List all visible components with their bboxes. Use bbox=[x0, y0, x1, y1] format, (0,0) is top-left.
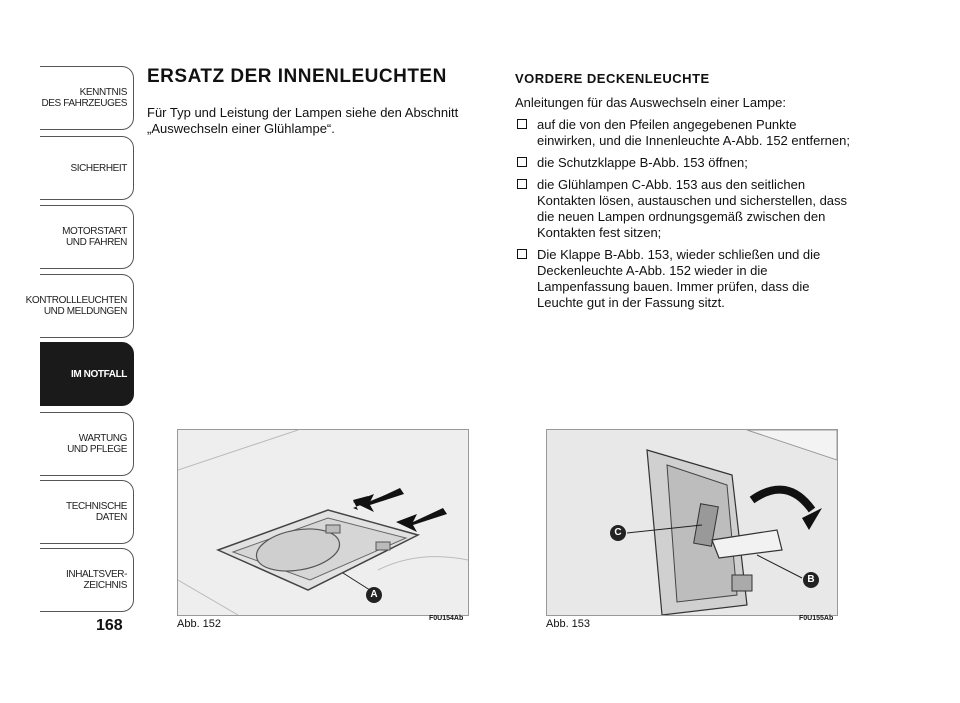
tab-wartung[interactable]: WARTUNG UND PFLEGE bbox=[40, 412, 134, 476]
section-heading: VORDERE DECKENLEUCHTE bbox=[515, 71, 710, 86]
callout-label-a: A bbox=[366, 587, 382, 603]
page-number: 168 bbox=[96, 617, 123, 634]
tab-kontrollleuchten[interactable]: KONTROLLLEUCHTEN UND MELDUNGEN bbox=[40, 274, 134, 338]
list-item bbox=[515, 117, 855, 149]
figure-153-illustration bbox=[546, 429, 838, 616]
figure-caption: Abb. 152 bbox=[177, 618, 222, 630]
list-item bbox=[515, 177, 855, 241]
page-title: ERSATZ DER INNENLEUCHTEN bbox=[147, 66, 447, 87]
callout-label-b: B bbox=[803, 572, 819, 588]
checkbox-bullet-icon bbox=[517, 119, 527, 129]
tab-technische-daten[interactable]: TECHNISCHE DATEN bbox=[40, 480, 134, 544]
list-item bbox=[515, 155, 855, 171]
steps-list bbox=[515, 117, 855, 311]
figure-code: F0U155Ab bbox=[799, 615, 834, 622]
intro-text: Für Typ und Leistung der Lampen siehe den Abschnitt „Auswechseln einer Glühlampe“. bbox=[147, 105, 459, 136]
figure-152-illustration bbox=[177, 429, 469, 616]
step-text: die Glühlampen C-Abb. 153 aus den seitlichen Kontakten lösen, austauschen und sicherstellen, dass die neuen Lampen ordnungsgemäß zwischen den Kontakten fest sitzen; bbox=[537, 177, 848, 240]
tab-inhaltsverzeichnis[interactable]: INHALTSVER- ZEICHNIS bbox=[40, 548, 134, 612]
instructions-section bbox=[515, 71, 855, 317]
callout-label-c: C bbox=[610, 525, 626, 541]
checkbox-bullet-icon bbox=[517, 249, 527, 259]
tab-im-notfall[interactable]: IM NOTFALL bbox=[40, 342, 134, 406]
figure-caption: Abb. 153 bbox=[546, 618, 591, 630]
tab-motorstart[interactable]: MOTORSTART UND FAHREN bbox=[40, 205, 134, 269]
figure-code: F0U154Ab bbox=[429, 615, 464, 622]
list-item bbox=[515, 247, 855, 311]
step-text: auf die von den Pfeilen angegebenen Punkte einwirken, und die Innenleuchte A-Abb. 152 entfernen; bbox=[537, 117, 850, 148]
tab-sicherheit[interactable]: SICHERHEIT bbox=[40, 136, 134, 200]
step-text: die Schutzklappe B-Abb. 153 öffnen; bbox=[537, 155, 748, 170]
checkbox-bullet-icon bbox=[517, 157, 527, 167]
step-text: Die Klappe B-Abb. 153, wieder schließen und die Deckenleuchte A-Abb. 152 wieder in die Lampenfassung bauen. Immer prüfen, dass die Leuchte gut in der Fassung sitzt. bbox=[537, 247, 821, 310]
section-lead: Anleitungen für das Auswechseln einer Lampe: bbox=[515, 95, 787, 110]
tab-kenntnis[interactable]: KENNTNIS DES FAHRZEUGES bbox=[40, 66, 134, 130]
checkbox-bullet-icon bbox=[517, 179, 527, 189]
